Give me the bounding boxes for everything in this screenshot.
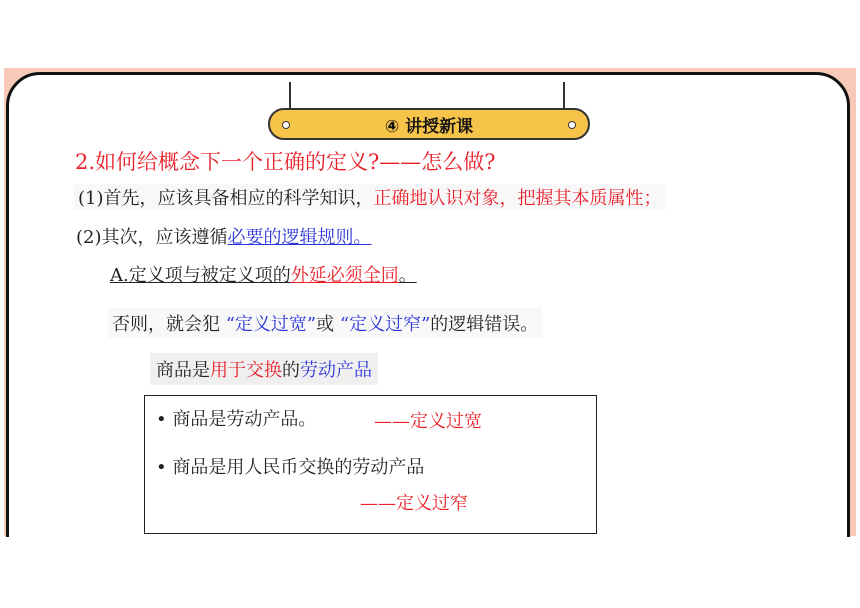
point-one-highlight: 正确地认识对象，把握其本质属性；	[373, 188, 662, 209]
rule-a-text: A.定义项与被定义项的	[110, 265, 291, 286]
warning-or: 或	[316, 314, 335, 335]
warning-text: 否则，就会犯	[112, 314, 220, 335]
rule-a	[110, 261, 417, 287]
point-two-text: (2)其次，应该遵循	[76, 227, 228, 248]
rule-a-suffix: 。	[398, 265, 417, 286]
point-two	[76, 223, 372, 249]
banner-dot-icon	[282, 121, 290, 129]
example-prefix: 商品是	[156, 360, 210, 381]
too-narrow-term: “定义过窄”	[339, 314, 431, 335]
example-blue-part: 劳动产品	[300, 360, 372, 381]
hanger-rod-right	[563, 82, 565, 110]
box-item-1-note: ——定义过宽	[374, 411, 482, 432]
warning-suffix: 的逻辑错误。	[430, 314, 539, 335]
point-two-suffix: 。	[353, 227, 372, 248]
point-one	[74, 184, 666, 210]
bottom-margin	[0, 537, 860, 608]
banner-dot-icon	[568, 121, 576, 129]
hanger-rod-left	[289, 82, 291, 110]
error-warning	[108, 308, 542, 338]
point-two-highlight: 必要的逻辑规则	[227, 227, 354, 248]
box-item-2-note: ——定义过窄	[360, 493, 468, 514]
section-title-banner	[268, 108, 590, 140]
section-title: ④ 讲授新课	[384, 116, 474, 137]
too-wide-term: “定义过宽”	[225, 314, 317, 335]
point-one-text: (1)首先，应该具备相应的科学知识，	[78, 188, 374, 209]
box-item-2: • 商品是用人民币交换的劳动产品	[156, 457, 425, 478]
rule-a-highlight: 外延必须全同	[290, 265, 399, 286]
example-red-part: 用于交换	[210, 360, 282, 381]
example-definition	[150, 353, 378, 385]
example-mid: 的	[282, 360, 300, 381]
box-item-1: • 商品是劳动产品。	[156, 409, 317, 430]
question-heading: 2.如何给概念下一个正确的定义?——怎么做?	[75, 150, 496, 174]
